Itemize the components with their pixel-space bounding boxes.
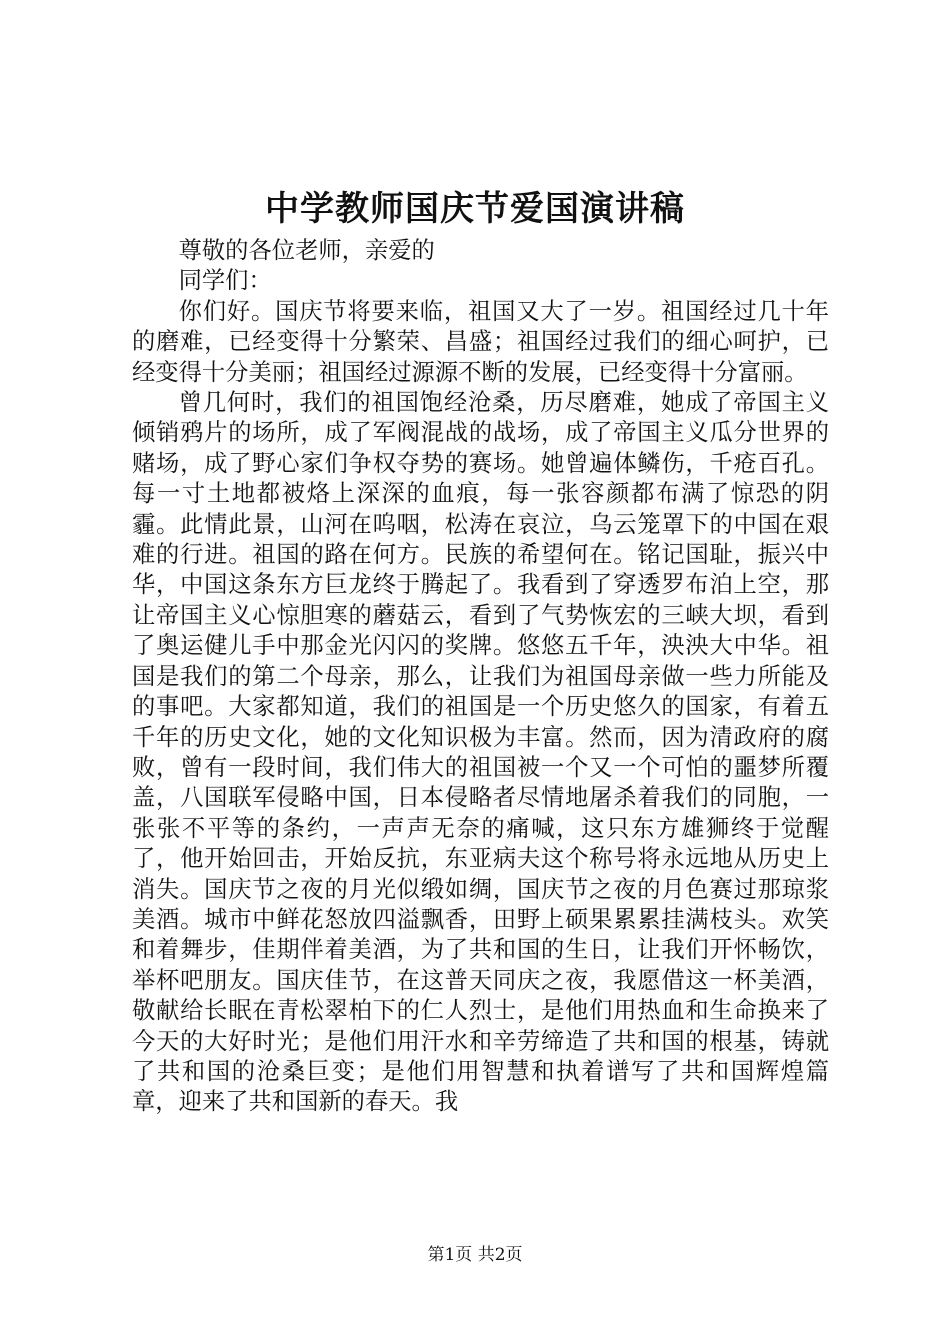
document-body [132,236,829,1118]
document-title: 中学教师国庆节爱国演讲稿 [265,189,685,229]
greeting-line: 尊敬的各位老师，亲爱的 [178,237,435,264]
page-number-footer: 第1页 共2页 [427,1245,523,1265]
body-paragraph: 曾几何时，我们的祖国饱经沧桑，历尽磨难，她成了帝国主义倾销鸦片的场所，成了军阀混战的战场，成了帝国主义瓜分世界的赌场，成了野心家们争权夺势的赛场。她曾遍体鳞伤，千疮百孔。每一寸土地都被烙上深深的血痕，每一张容颜都布满了惊恐的阴霾。此情此景，山河在呜咽，松涛在哀泣，乌云笼罩下的中国在艰难的行进。祖国的路在何方。民族的希望何在。铭记国耻，振兴中华，中国这条东方巨龙终于腾起了。我看到了穿透罗布泊上空，那让帝国主义心惊胆寒的蘑菇云，看到了气势恢宏的三峡大坝，看到了奥运健儿手中那金光闪闪的奖牌。悠悠五千年，泱泱大中华。祖国是我们的第二个母亲，那么，让我们为祖国母亲做一些力所能及的事吧。大家都知道，我们的祖国是一个历史悠久的国家，有着五千年的历史文化，她的文化知识极为丰富。然而，因为清政府的腐败，曾有一段时间，我们伟大的祖国被一个又一个可怕的噩梦所覆盖，八国联军侵略中国，日本侵略者尽情地屠杀着我们的同胞，一张张不平等的条约，一声声无奈的痛喊，这只东方雄狮终于觉醒了，他开始回击，开始反抗，东亚病夫这个称号将永远地从历史上消失。国庆节之夜的月光似缎如绸，国庆节之夜的月色赛过那琼浆美酒。城市中鲜花怒放四溢飘香，田野上硕果累累挂满枝头。欢笑和着舞步，佳期伴着美酒，为了共和国的生日，让我们开怀畅饮，举杯吧朋友。国庆佳节，在这普天同庆之夜，我愿借这一杯美酒，敬献给长眠在青松翠柏下的仁人烈士，是他们用热血和生命换来了今天的大好时光；是他们用汗水和辛劳缔造了共和国的根基，铸就了共和国的沧桑巨变；是他们用智慧和执着谱写了共和国辉煌篇章，迎来了共和国新的春天。我 [132,389,829,1116]
greeting-line: 同学们： [178,267,272,295]
body-paragraph: 你们好。国庆节将要来临，祖国又大了一岁。祖国经过几十年的磨难，已经变得十分繁荣、昌盛；祖国经过我们的细心呵护，已经变得十分美丽；祖国经过源源不断的发展，已经变得十分富丽。 [132,297,829,386]
